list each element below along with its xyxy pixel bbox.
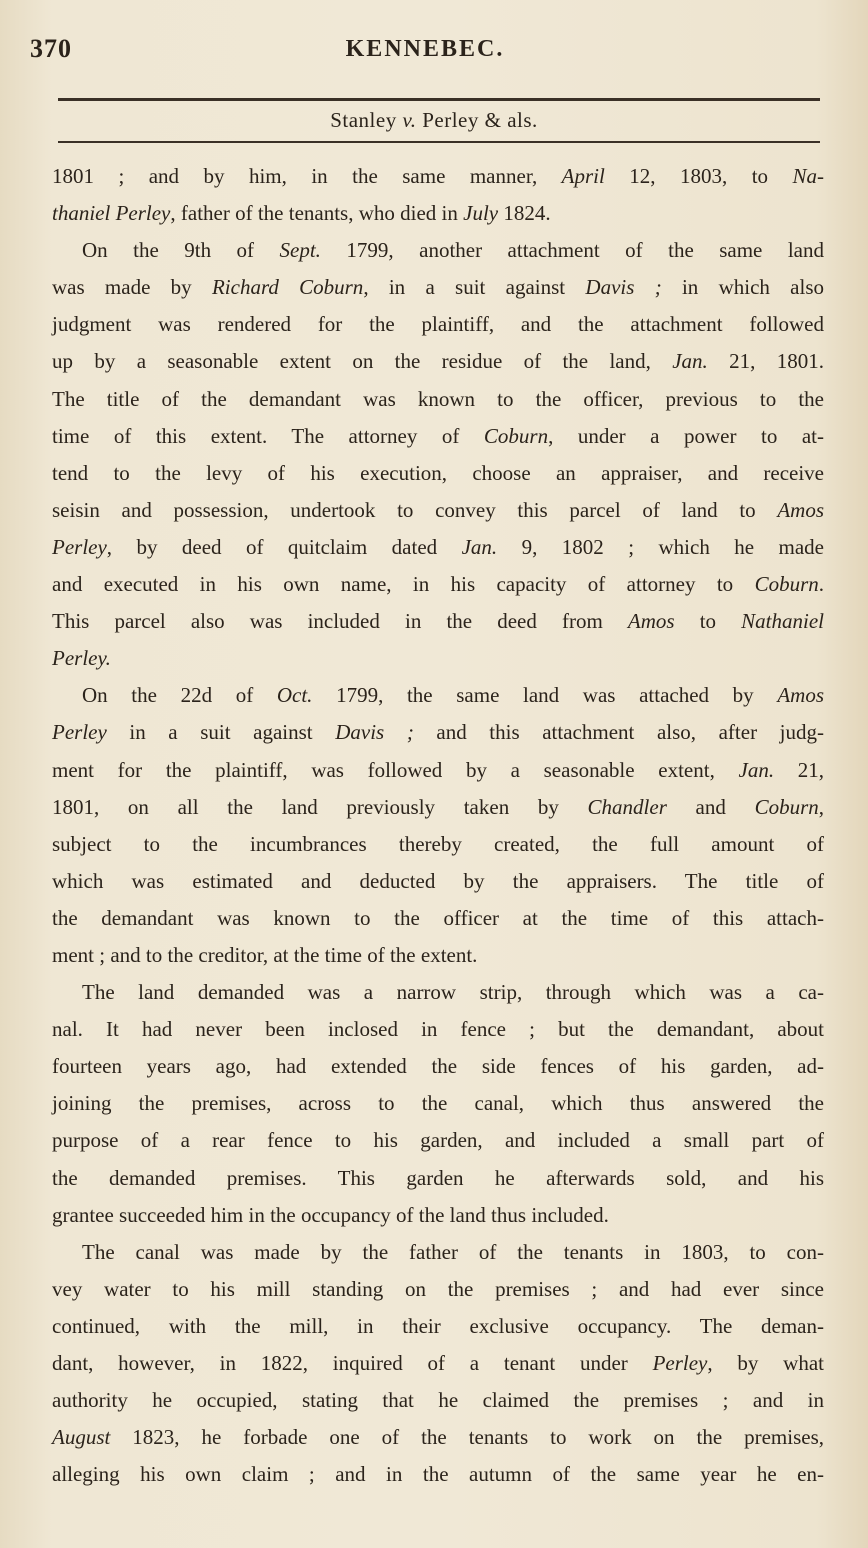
text-line xyxy=(52,529,824,566)
text-segment: purpose of a rear fence to his garden, and included a small part of xyxy=(52,1128,824,1153)
page-number: 370 xyxy=(30,34,72,63)
italic-text: Nathaniel xyxy=(741,609,825,634)
italic-text: thaniel Perley xyxy=(52,201,171,226)
text-segment: fourteen years ago, had extended the side fences of his garden, ad- xyxy=(52,1054,824,1079)
text-segment: 1799, another attachment of the same land xyxy=(320,238,825,263)
text-line xyxy=(52,677,824,714)
italic-text: Na- xyxy=(792,164,824,188)
text-segment: 1824. xyxy=(498,201,551,226)
text-segment: 1801, on all the land previously taken by xyxy=(52,794,588,819)
text-segment: dant, however, in 1822, inquired of a tenant under xyxy=(52,1351,653,1375)
italic-text: Jan. xyxy=(461,534,498,559)
text-segment: 9, 1802 ; which he made xyxy=(497,534,824,559)
text-segment: 12, 1803, to xyxy=(604,164,793,188)
text-line xyxy=(52,1308,824,1345)
text-segment: ment ; and to the creditor, at the time of the extent. xyxy=(52,942,478,967)
text-line xyxy=(52,1160,824,1197)
text-line xyxy=(52,1048,824,1085)
text-segment: time of this extent. The attorney of xyxy=(52,423,484,448)
text-segment: The canal was made by the father of the tenants in 1803, to con- xyxy=(82,1239,824,1264)
italic-text: Coburn xyxy=(754,572,819,597)
text-line xyxy=(52,1456,824,1493)
text-segment: the demandant was known to the officer at the time of this attach- xyxy=(52,905,824,930)
italic-text: Richard Coburn xyxy=(211,275,364,300)
text-segment: The title of the demandant was known to the officer, previous to the xyxy=(52,386,824,411)
text-segment: 21, 1801. xyxy=(707,349,824,374)
text-segment: , xyxy=(818,794,824,819)
italic-text: April xyxy=(561,164,605,188)
text-line xyxy=(52,752,824,789)
text-line xyxy=(52,1085,824,1122)
text-segment: the demanded premises. This garden he afterwards sold, and his xyxy=(52,1165,824,1190)
text-line xyxy=(52,232,824,269)
text-line xyxy=(52,1122,824,1159)
text-segment: and xyxy=(666,794,755,819)
top-rule xyxy=(58,98,820,101)
italic-text: Davis ; xyxy=(335,720,414,745)
text-segment: 21, xyxy=(774,757,824,782)
text-segment: authority he occupied, stating that he claimed the premises ; and in xyxy=(52,1388,824,1413)
bottom-rule xyxy=(58,141,820,143)
text-segment: , under a power to at- xyxy=(548,423,824,448)
text-segment: in a suit against xyxy=(106,720,336,745)
text-line xyxy=(52,269,824,306)
text-segment: which was estimated and deducted by the appraisers. The title of xyxy=(52,868,824,893)
italic-text: Amos xyxy=(777,497,824,522)
text-segment: continued, with the mill, in their exclusive occupancy. The deman- xyxy=(52,1313,824,1338)
text-segment: up by a seasonable extent on the residue of the land, xyxy=(52,349,673,374)
text-line xyxy=(52,306,824,343)
text-line xyxy=(52,418,824,455)
text-segment: to xyxy=(674,609,742,634)
italic-text: August xyxy=(52,1425,111,1450)
text-line xyxy=(52,1345,824,1382)
text-segment: 1801 ; and by him, in the same manner, xyxy=(52,164,562,188)
text-line xyxy=(52,974,824,1011)
text-line xyxy=(52,1382,824,1419)
text-segment: in which also xyxy=(661,275,824,300)
text-line xyxy=(52,937,824,974)
text-segment: nal. It had never been inclosed in fence ; but the demandant, about xyxy=(52,1017,824,1042)
body-text xyxy=(52,158,824,1493)
running-head: KENNEBEC. xyxy=(345,36,505,62)
text-segment: was made by xyxy=(52,275,212,300)
italic-text: Jan. xyxy=(672,349,708,374)
text-segment: ment for the plaintiff, was followed by a seasonable extent, xyxy=(52,757,739,782)
case-party-left: Stanley xyxy=(330,108,397,132)
text-line xyxy=(52,381,824,418)
text-segment: joining the premises, across to the canal, which thus answered the xyxy=(52,1091,824,1116)
text-segment: , by deed of quitclaim dated xyxy=(106,534,462,559)
text-segment: , in a suit against xyxy=(363,275,586,300)
text-segment: seisin and possession, undertook to convey this parcel of land to xyxy=(52,497,778,522)
text-line xyxy=(52,900,824,937)
text-line xyxy=(52,789,824,826)
italic-text: Amos xyxy=(627,609,675,634)
text-segment: 1799, the same land was attached by xyxy=(312,683,778,708)
text-segment: and this attachment also, after judg- xyxy=(413,720,824,745)
italic-text: Sept. xyxy=(279,238,321,263)
italic-text: Jan. xyxy=(738,757,775,782)
italic-text: Perley xyxy=(652,1351,708,1375)
page-header xyxy=(30,34,820,68)
text-line xyxy=(52,492,824,529)
case-versus: v. xyxy=(402,108,417,132)
text-line xyxy=(52,1011,824,1048)
text-segment: 1823, he forbade one of the tenants to work on the premises, xyxy=(110,1425,824,1450)
italic-text: Davis ; xyxy=(585,275,662,300)
text-line xyxy=(52,566,824,603)
italic-text: Amos xyxy=(777,683,824,708)
italic-text: Perley xyxy=(52,720,107,745)
text-segment: and executed in his own name, in his capacity of attorney to xyxy=(52,572,755,597)
text-segment: This parcel also was included in the deed from xyxy=(52,609,628,634)
text-segment: The land demanded was a narrow strip, through which was a ca- xyxy=(82,980,824,1005)
text-line xyxy=(52,863,824,900)
text-segment: , father of the tenants, who died in xyxy=(170,201,464,226)
italic-text: Perley xyxy=(52,534,107,559)
text-segment: judgment was rendered for the plaintiff, and the attachment followed xyxy=(52,312,824,337)
text-line xyxy=(52,603,824,640)
text-line xyxy=(52,158,824,195)
text-line xyxy=(52,640,824,677)
text-line xyxy=(52,1419,824,1456)
italic-text: Coburn xyxy=(483,423,549,448)
text-segment: On the 9th of xyxy=(82,238,280,263)
text-line xyxy=(52,1197,824,1234)
italic-text: Perley. xyxy=(52,646,111,671)
italic-text: Coburn xyxy=(754,794,819,819)
text-line xyxy=(52,343,824,380)
text-segment: , by what xyxy=(707,1351,824,1375)
italic-text: July xyxy=(463,201,499,226)
text-line xyxy=(52,1234,824,1271)
text-segment: On the 22d of xyxy=(82,683,277,708)
text-line xyxy=(52,455,824,492)
case-title xyxy=(0,108,868,133)
text-line xyxy=(52,1271,824,1308)
text-segment: grantee succeeded him in the occupancy of the land thus included. xyxy=(52,1202,609,1227)
text-segment: subject to the incumbrances thereby created, the full amount of xyxy=(52,831,824,856)
italic-text: Oct. xyxy=(276,683,313,708)
text-segment: . xyxy=(818,572,824,597)
text-line xyxy=(52,826,824,863)
text-segment: vey water to his mill standing on the premises ; and had ever since xyxy=(52,1276,824,1301)
text-line xyxy=(52,714,824,751)
case-party-right: Perley & als. xyxy=(422,108,538,132)
text-segment: tend to the levy of his execution, choose an appraiser, and receive xyxy=(52,460,824,485)
text-segment: alleging his own claim ; and in the autumn of the same year he en- xyxy=(52,1462,824,1487)
italic-text: Chandler xyxy=(587,794,667,819)
text-line xyxy=(52,195,824,232)
